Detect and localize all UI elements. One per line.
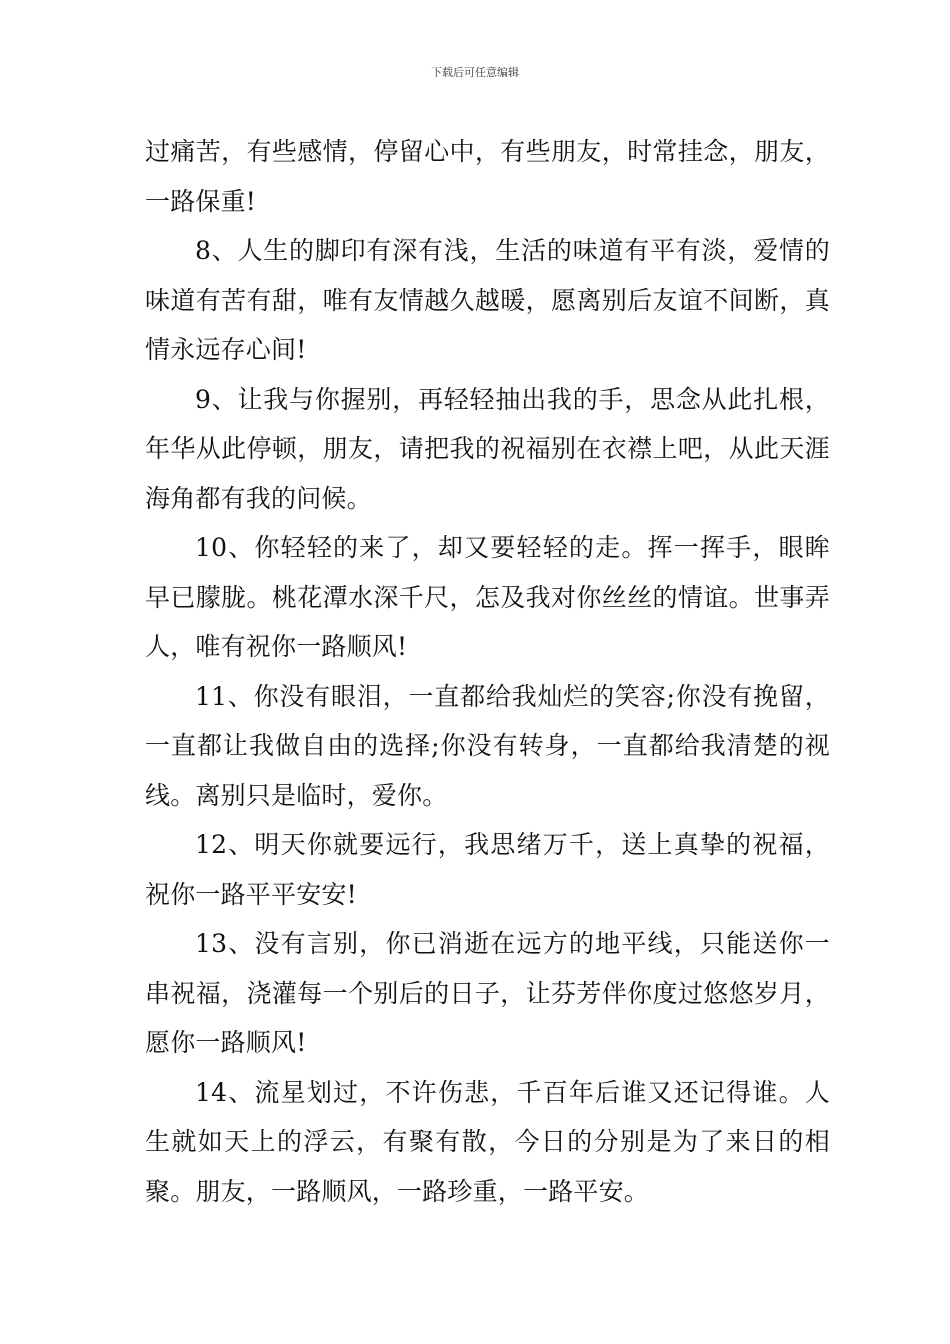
- paragraph-item-9: 9、让我与你握别，再轻轻抽出我的手，思念从此扎根，年华从此停顿，朋友，请把我的祝福别在衣襟上吧，从此天涯海角都有我的问候。: [145, 384, 830, 513]
- paragraph-item-8: 8、人生的脚印有深有浅，生活的味道有平有淡，爱情的味道有苦有甜，唯有友情越久越暖，愿离别后友谊不间断，真情永远存心间!: [145, 236, 830, 364]
- paragraph-continuation: 过痛苦，有些感情，停留心中，有些朋友，时常挂念，朋友，一路保重!: [145, 137, 830, 216]
- paragraph-item-12: 12、明天你就要远行，我思绪万千，送上真挚的祝福，祝你一路平平安安!: [145, 830, 830, 909]
- document-body: [145, 127, 830, 1216]
- paragraph-item-10: 10、你轻轻的来了，却又要轻轻的走。挥一挥手，眼眸早已朦胧。桃花潭水深千尺，怎及我对你丝丝的情谊。世事弄人，唯有祝你一路顺风!: [145, 533, 830, 661]
- paragraph-item-13: 13、没有言别，你已消逝在远方的地平线，只能送你一串祝福，浇灌每一个别后的日子，让芬芳伴你度过悠悠岁月，愿你一路顺风!: [145, 929, 830, 1057]
- page-header-note: 下载后可任意编辑: [431, 66, 519, 79]
- paragraph-item-11: 11、你没有眼泪，一直都给我灿烂的笑容;你没有挽留，一直都让我做自由的选择;你没有转身，一直都给我清楚的视线。离别只是临时，爱你。: [145, 681, 830, 810]
- paragraph-item-14: 14、流星划过，不许伤悲，千百年后谁又还记得谁。人生就如天上的浮云，有聚有散，今日的分别是为了来日的相聚。朋友，一路顺风，一路珍重，一路平安。: [145, 1077, 830, 1206]
